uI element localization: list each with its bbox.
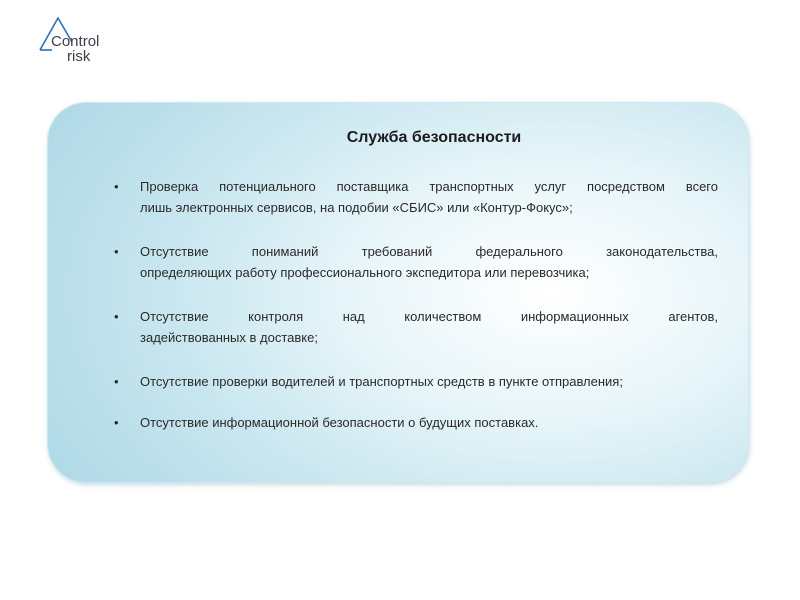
bullet-dot: • bbox=[114, 309, 119, 324]
bullet-text-line: определяющих работу профессионального экспедитора или перевозчика; bbox=[140, 265, 590, 280]
security-service-panel bbox=[48, 103, 748, 482]
bullet-item-2 bbox=[110, 241, 718, 283]
bullet-dot: • bbox=[114, 179, 119, 194]
bullet-dot: • bbox=[114, 415, 119, 430]
bullet-dot: • bbox=[114, 244, 119, 259]
bullet-list bbox=[110, 176, 718, 453]
bullet-text-line: Проверка потенциального поставщика транспортных услуг посредством всего bbox=[140, 179, 718, 194]
bullet-item-1 bbox=[110, 176, 718, 218]
bullet-dot: • bbox=[114, 374, 119, 389]
bullet-item-5 bbox=[110, 412, 718, 433]
bullet-text-line: лишь электронных сервисов, на подобии «СБИС» или «Контур-Фокус»; bbox=[140, 200, 573, 215]
bullet-item-3 bbox=[110, 306, 718, 348]
bullet-text-line: Отсутствие пониманий требований федерального законодательства, bbox=[140, 244, 718, 259]
logo-word-risk: risk bbox=[67, 48, 91, 65]
panel-title: Служба безопасности bbox=[346, 129, 522, 146]
logo-word-control: Control bbox=[51, 33, 100, 50]
bullet-item-4 bbox=[110, 371, 718, 392]
bullet-text-line: Отсутствие контроля над количеством информационных агентов, bbox=[140, 309, 718, 324]
bullet-text-line: задействованных в доставке; bbox=[140, 330, 318, 345]
bullet-text-line: Отсутствие проверки водителей и транспортных средств в пункте отправления; bbox=[140, 374, 623, 389]
bullet-text-line: Отсутствие информационной безопасности о будущих поставках. bbox=[140, 415, 539, 430]
control-risk-logo bbox=[38, 16, 118, 66]
